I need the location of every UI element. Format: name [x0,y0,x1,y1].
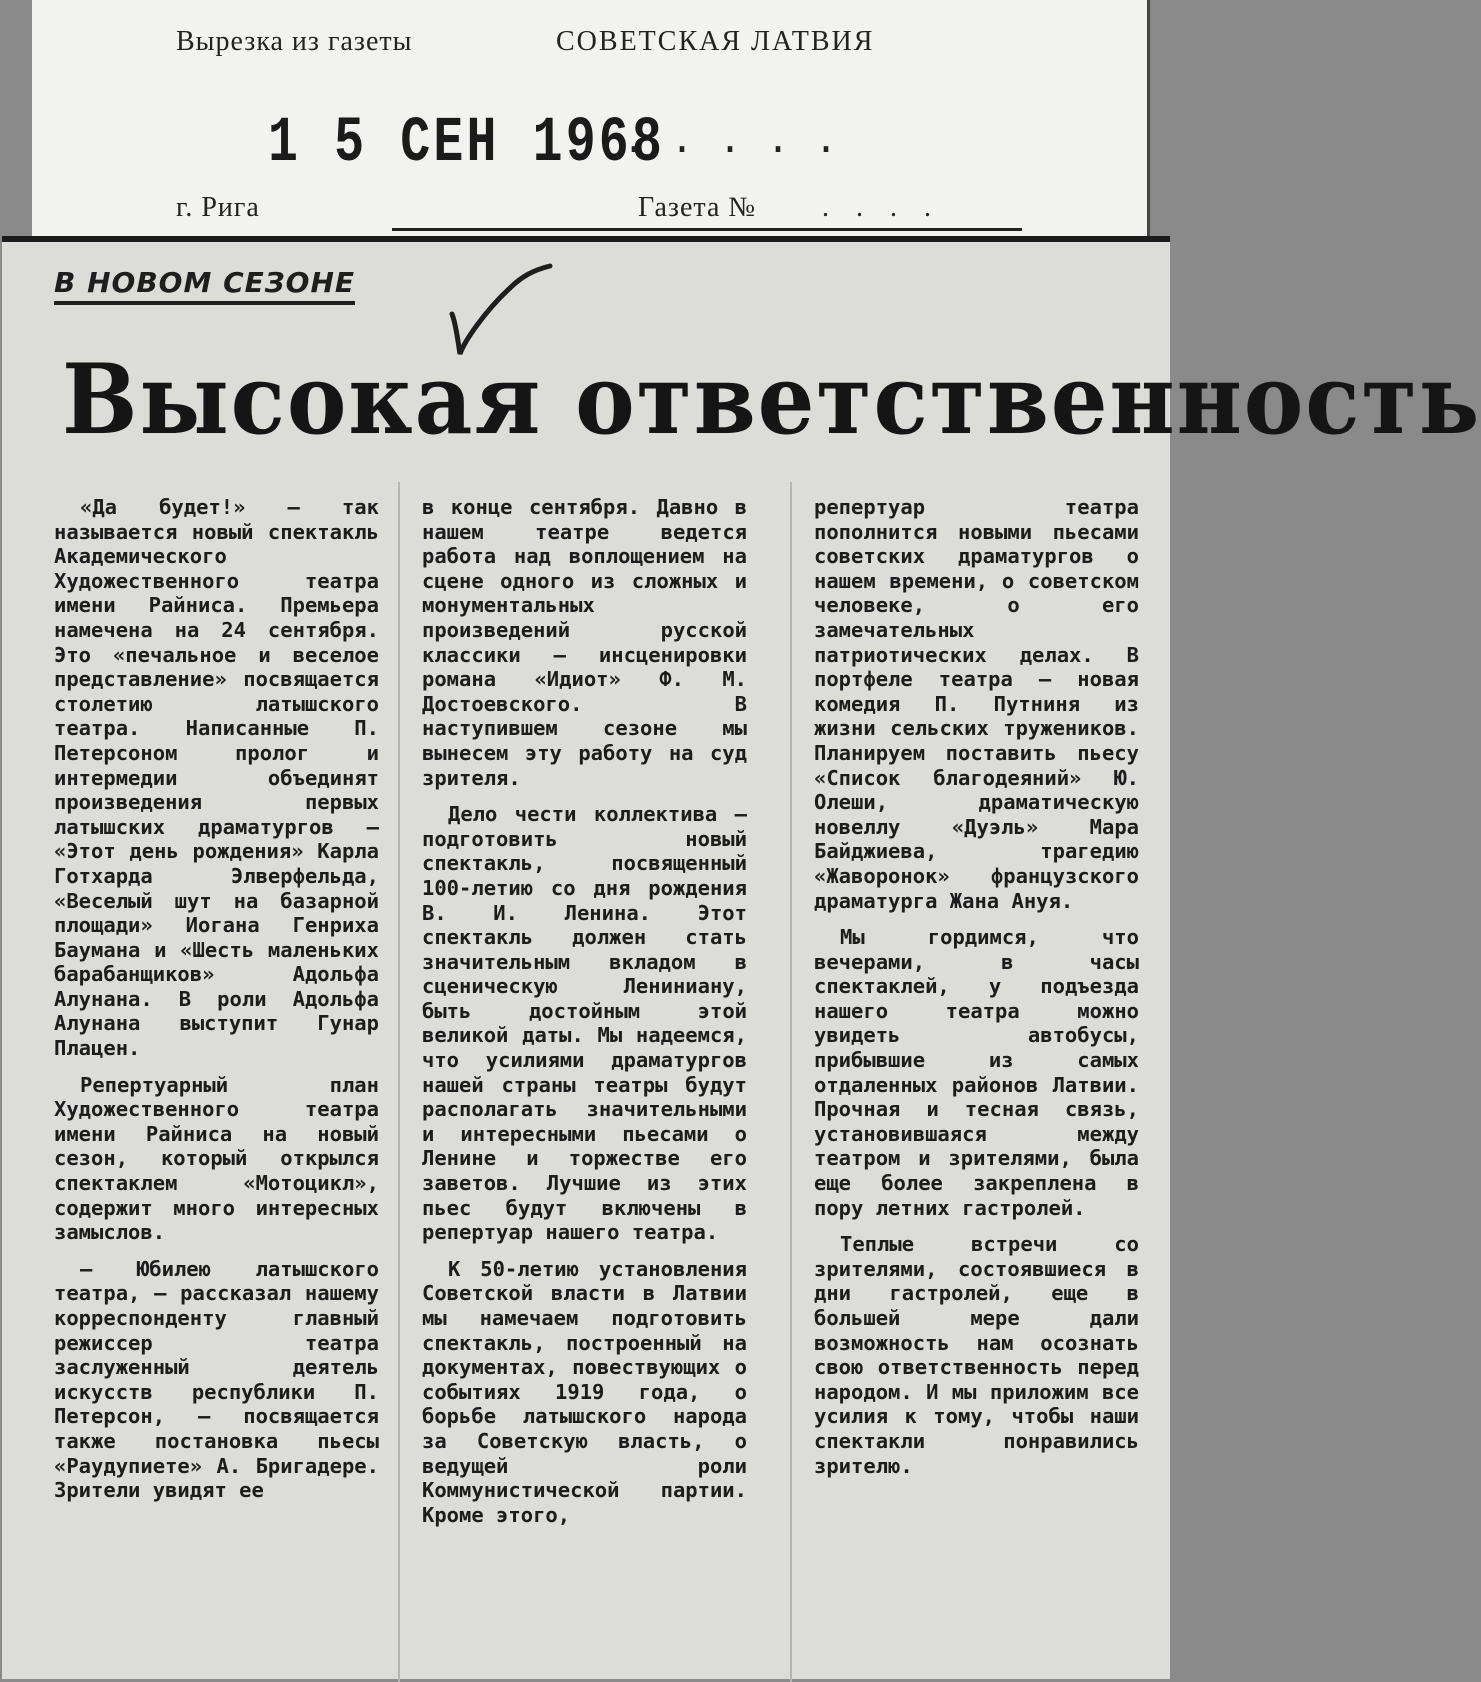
newspaper-name: СОВЕТСКАЯ ЛАТВИЯ [556,26,875,57]
source-label: Вырезка из газеты [176,26,413,57]
issue-label: Газета № [638,192,757,223]
paragraph: — Юбилею латышского театра, — рассказал нашему корреспонденту главный режиссер театра заслуженный деятель искусств республики П. Петерсон, — посвящается также постановка пьесы «Раудупиете» А. Бригадере. Зрители увидят ее [54,1256,379,1503]
paragraph: Дело чести коллектива — подготовить новый спектакль, посвященный 100-летию со дня рождения В. И. Ленина. Этот спектакль должен стать значительным вкладом в сценическую Лениниану, быть достойным этой великой даты. Мы надеемся, что усилиями драматургов нашей страны театры будут располагать значительными и интересными пьесами о Ленине и торжестве его заветов. Лучшие из этих пьес будут включены в репертуар нашего театра. [422,802,747,1245]
paragraph: К 50-летию установления Советской власти в Латвии мы намечаем подготовить спектакль, построенный на документах, повествующих о событиях 1919 года, о борьбе латышского народа за Советскую власть, о ведущей роли Коммунистической партии. Кроме этого, [422,1256,747,1527]
column-divider [790,482,792,1682]
paragraph: «Да будет!» — так называется новый спектакль Академического Художественного театра имени Райниса. Премьера намечена на 24 сентября. Это «печальное и веселое представление» посвящается столетию латышского театра. Написанные П. Петерсоном пролог и интермедии объединят произведения первых латышских драматургов — «Этот день рождения» Карла Готхарда Элверфельда, «Веселый шут на базарной площади» Иогана Генриха Баумана и «Шесть маленьких барабанщиков» Адольфа Алунана. В роли Адольфа Алунана выступит Гунар Плацен. [54,495,379,1061]
date-stamp: 1 5 СЕН 1968 [268,108,665,180]
paragraph: репертуар театра пополнится новыми пьесами советских драматургов о нашем времени, о советском человеке, о его замечательных патриотических делах. В портфеле театра — новая комедия П. Путниня из жизни сельских тружеников. Планируем поставить пьесу «Список благодеяний» Ю. Олеши, драматическую новеллу «Дуэль» Мара Байджиева, трагедию «Жаворонок» французского драматурга Жана Ануя. [814,495,1139,913]
column-divider [398,482,400,1682]
article-column-2 [422,495,747,1527]
city-label: г. Рига [176,192,260,223]
paragraph: Мы гордимся, что вечерами, в часы спектаклей, у подъезда нашего театра можно увидеть автобусы, прибывшие из самых отдаленных районов Латвии. Прочная и тесная связь, установившаяся между театром и зрителями, была еще более закреплена в пору летних гастролей. [814,925,1139,1220]
underline [392,228,1022,231]
article-column-1 [54,495,379,1503]
article-column-3 [814,495,1139,1478]
headline: Высокая ответственность [62,343,1481,456]
newspaper-clipping [2,236,1481,1679]
rubric: В НОВОМ СЕЗОНЕ [54,266,355,305]
paragraph: Репертуарный план Художественного театра имени Райниса на новый сезон, который открылся спектаклем «Мотоцикл», содержит много интересных замыслов. [54,1072,379,1245]
issue-dots: . . . . [822,192,941,223]
paragraph: Теплые встречи со зрителями, состоявшиеся в дни гастролей, еще в большей мере дали возможность нам осознать свою ответственность перед народом. И мы приложим все усилия к тому, чтобы наши спектакли понравились зрителю. [814,1232,1139,1478]
date-dots: ····· [622,128,863,173]
clipping-slip [32,0,1150,238]
paragraph: в конце сентября. Давно в нашем театре ведется работа над воплощением на сцене одного из сложных и монументальных произведений русской классики — инсценировки романа «Идиот» Ф. М. Достоевского. В наступившем сезоне мы вынесем эту работу на суд зрителя. [422,495,747,790]
